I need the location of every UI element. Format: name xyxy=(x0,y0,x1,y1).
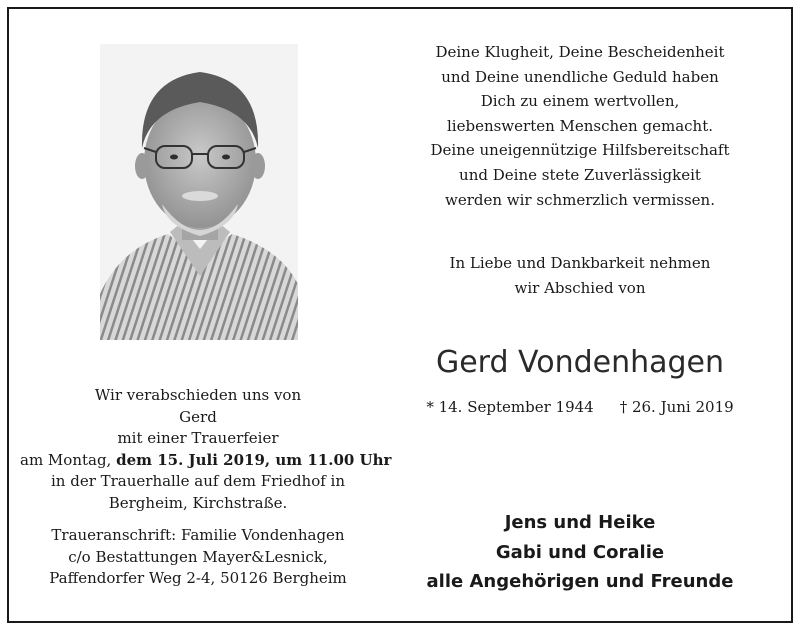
mourning-address xyxy=(20,525,376,590)
poem-line: Deine uneigennützige Hilfsbereitschaft xyxy=(430,141,730,160)
farewell-text xyxy=(415,251,745,300)
service-date-prefix: am Montag, xyxy=(20,450,117,469)
address-line: Traueranschrift: Familie Vondenhagen xyxy=(51,526,345,544)
mourner-line: Gabi und Coralie xyxy=(495,541,665,563)
deceased-name: Gerd Vondenhagen xyxy=(435,345,725,380)
service-line: Bergheim, Kirchstraße. xyxy=(108,493,288,512)
mourner-line: Jens und Heike xyxy=(504,512,656,533)
birth-date: * 14. September 1944 xyxy=(426,398,594,416)
poem-line: und Deine unendliche Geduld haben xyxy=(441,67,719,86)
poem-line: werden wir schmerzlich vermissen. xyxy=(445,190,715,209)
address-line: c/o Bestattungen Mayer&Lesnick, xyxy=(68,547,328,566)
address-line: Paffendorfer Weg 2-4, 50126 Bergheim xyxy=(49,569,347,588)
service-line: Wir verabschieden uns von xyxy=(94,386,302,404)
farewell-line: In Liebe und Dankbarkeit nehmen xyxy=(449,254,711,272)
service-line: mit einer Trauerfeier xyxy=(117,429,279,448)
poem-line: liebenswerten Menschen gemacht. xyxy=(447,116,713,135)
service-line: in der Trauerhalle auf dem Friedhof in xyxy=(50,472,346,491)
portrait-photo xyxy=(100,44,298,340)
service-line: Gerd xyxy=(179,407,217,426)
death-date: † 26. Juni 2019 xyxy=(619,398,734,416)
farewell-line: wir Abschied von xyxy=(514,278,646,297)
life-dates xyxy=(415,398,745,416)
mourners-list xyxy=(410,508,750,597)
poem-line: und Deine stete Zuverlässigkeit xyxy=(459,165,701,184)
mourner-line: alle Angehörigen und Freunde xyxy=(426,571,734,592)
service-date-time: dem 15. Juli 2019, um 11.00 Uhr xyxy=(116,450,392,469)
service-date-line xyxy=(20,450,392,472)
poem-text xyxy=(415,40,745,212)
funeral-service-info xyxy=(20,385,392,515)
poem-line: Deine Klugheit, Deine Bescheidenheit xyxy=(435,43,725,61)
poem-line: Dich zu einem wertvollen, xyxy=(480,92,680,111)
